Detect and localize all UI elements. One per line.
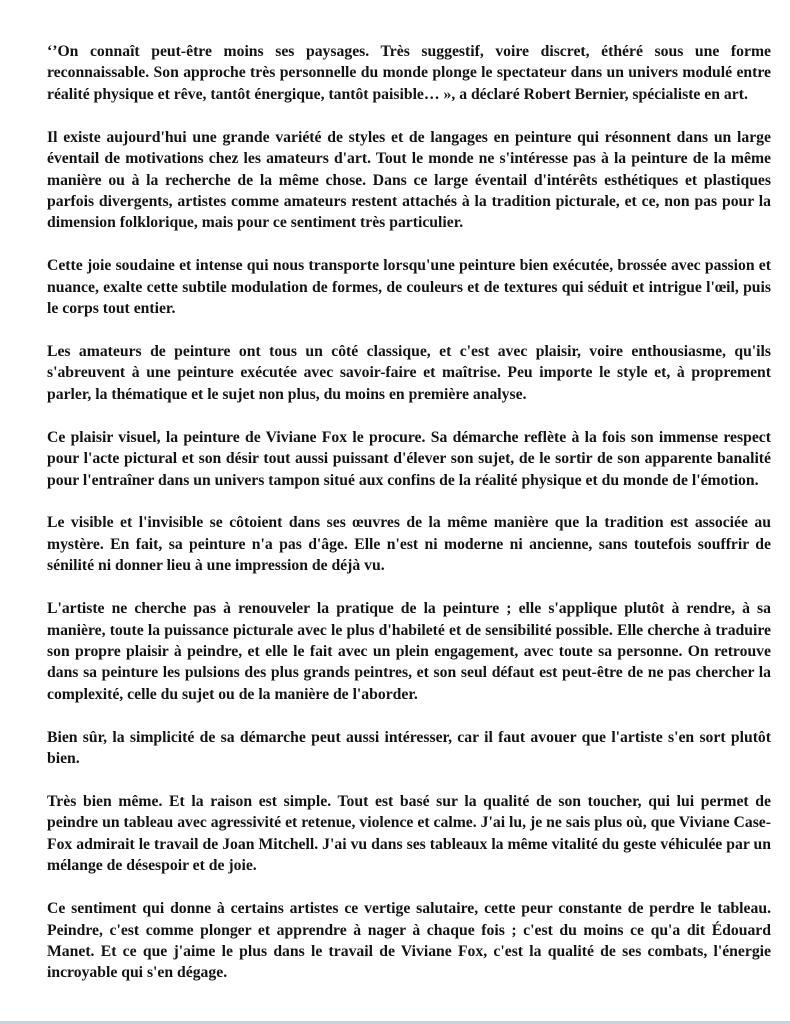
paragraph-8: Bien sûr, la simplicité de sa démarche peut aussi intéresser, car il faut avouer que l'artiste s'en sort plutôt bien. [47,728,771,768]
document-page [47,41,771,1005]
paragraph-3: Cette joie soudaine et intense qui nous transporte lorsqu'une peinture bien exécutée, brossée avec passion et nuance, exalte cette subtile modulation de formes, de couleurs et de textures qui séduit et intrigue l'œil, puis le corps tout entier. [47,257,771,318]
paragraph-1: ‘’On connaît peut-être moins ses paysages. Très suggestif, voire discret, éthéré sous une forme reconnaissable. Son approche très personnelle du monde plonge le spectateur dans un univers modulé entre réalité physique et rêve, tantôt énergique, tantôt paisible… », a déclaré Robert Bernier, spécialiste en art. [47,43,771,103]
paragraph-4: Les amateurs de peinture ont tous un côté classique, et c'est avec plaisir, voire enthousiasme, qu'ils s'abreuvent à une peinture exécutée avec savoir-faire et maîtrise. Peu importe le style et, à proprement parler, la thématique et le sujet non plus, du moins en première analyse. [47,342,771,403]
paragraph-6: Le visible et l'invisible se côtoient dans ses œuvres de la même manière que la tradition est associée au mystère. En fait, sa peinture n'a pas d'âge. Elle n'est ni moderne ni ancienne, sans toutefois souffrir de sénilité ni donner lieu à une impression de déjà vu. [47,514,771,575]
paragraph-7: L'artiste ne cherche pas à renouveler la pratique de la peinture ; elle s'applique plutôt à rendre, à sa manière, toute la puissance picturale avec le plus d'habileté et de sensibilité possible. Elle cherche à traduire son propre plaisir à peindre, et elle le fait avec un plein engagement, avec toute sa personne. On retrouve dans sa peinture les pulsions des plus grands peintres, et son seul défaut est peut-être de ne pas chercher la complexité, celle du sujet ou de la manière de l'aborder. [47,600,771,703]
paragraph-10: Ce sentiment qui donne à certains artistes ce vertige salutaire, cette peur constante de perdre le tableau. Peindre, c'est comme plonger et apprendre à nager à chaque fois ; c'est du moins ce qu'a dit Édouard Manet. Et ce que j'aime le plus dans le travail de Viviane Fox, c'est la qualité de ses combats, l'énergie incroyable qui s'en dégage. [47,900,771,982]
paragraph-2: Il existe aujourd'hui une grande variété de styles et de langages en peinture qui résonnent dans un large éventail de motivations chez les amateurs d'art. Tout le monde ne s'intéresse pas à la peinture de la même manière ou à la recherche de la même chose. Dans ce large éventail d'intérêts esthétiques et plastiques parfois divergents, artistes comme amateurs restent attachés à la tradition picturale, et ce, non pas pour la dimension folklorique, mais pour ce sentiment très particulier. [47,128,771,232]
paragraph-5: Ce plaisir visuel, la peinture de Viviane Fox le procure. Sa démarche reflète à la fois son immense respect pour l'acte pictural et son désir tout aussi puissant d'élever son sujet, de le sortir de son apparente banalité pour l'entraîner dans un univers tampon situé aux confins de la réalité physique et du monde de l'émotion. [47,428,771,489]
paragraph-9: Très bien même. Et la raison est simple. Tout est basé sur la qualité de son toucher, qui lui permet de peindre un tableau avec agressivité et retenue, violence et calme. J'ai lu, je ne sais plus où, que Viviane Case-Fox admirait le travail de Joan Mitchell. J'ai vu dans ses tableaux la même vitalité du geste véhiculée par un mélange de désespoir et de joie. [47,792,771,875]
